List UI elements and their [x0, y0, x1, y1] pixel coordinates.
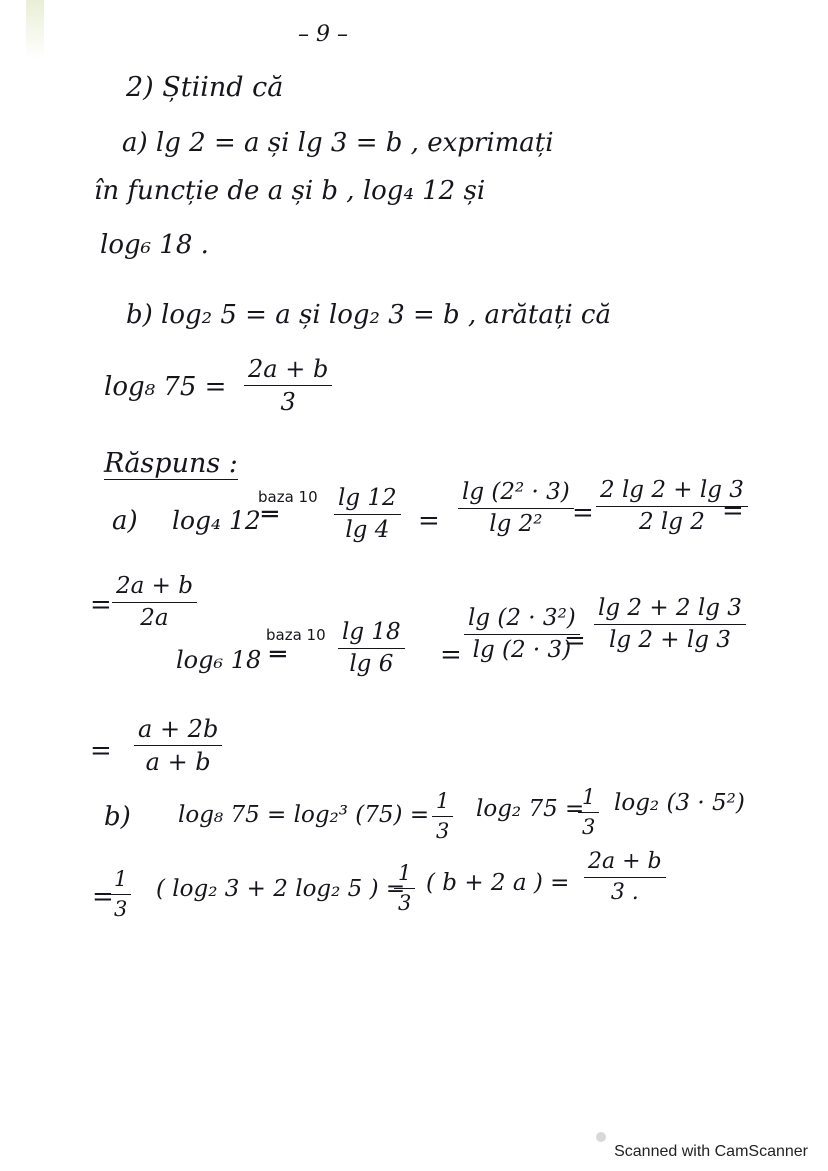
fraction-denominator: lg 4	[345, 517, 390, 544]
answer-a1-double-equals: ═	[262, 500, 278, 530]
fraction-denominator: 3	[114, 897, 128, 922]
fraction-denominator: 2 lg 2	[638, 509, 705, 536]
fraction-denominator: lg 2²	[489, 511, 543, 538]
fraction-denominator: 3	[398, 891, 412, 916]
answer-a2-lhs: log₆ 18	[176, 646, 262, 674]
fraction-denominator: 3 .	[610, 880, 639, 906]
fraction-numerator: 1	[398, 861, 412, 885]
fraction-bar	[244, 385, 332, 386]
fraction-numerator: 2a + b	[116, 573, 193, 599]
equals-sign: =	[90, 736, 112, 766]
problem-part-b-lhs: log₈ 75 =	[104, 372, 227, 402]
answer-a2-result	[134, 716, 222, 776]
fraction-bar	[112, 602, 197, 603]
fraction-bar	[458, 508, 574, 509]
fraction-denominator: 3	[280, 388, 296, 417]
fraction-bar	[432, 816, 453, 817]
answer-a1-result	[112, 574, 197, 632]
fraction-bar	[464, 634, 580, 635]
camscanner-logo-icon	[596, 1132, 606, 1142]
fraction-numerator: 2a + b	[588, 849, 662, 874]
fraction-bar	[578, 812, 599, 813]
answer-b2-result	[584, 850, 666, 905]
fraction-numerator: lg (2² · 3)	[462, 479, 570, 505]
answer-heading: Răspuns :	[104, 448, 238, 479]
fraction-bar	[134, 745, 222, 746]
answer-a1-label: a)	[112, 506, 138, 536]
fraction-numerator: lg 18	[342, 619, 401, 645]
fraction-bar	[394, 888, 415, 889]
fraction-numerator: 1	[436, 789, 450, 813]
answer-a1-fraction-2	[458, 480, 574, 538]
answer-b2-prefix: =	[92, 882, 114, 912]
answer-a2-fraction-2	[464, 606, 580, 664]
problem-part-a-line1: a) lg 2 = a și lg 3 = b , exprimați	[122, 128, 554, 158]
fraction-numerator: lg 2 + 2 lg 3	[598, 595, 742, 621]
equals-sign: =	[564, 626, 586, 656]
fraction-denominator: lg 2 + lg 3	[608, 627, 731, 654]
answer-a2-fraction-1	[338, 620, 405, 678]
answer-a1-fraction-1	[334, 486, 401, 544]
answer-b1-text-1: log₈ 75 = log₂³ (75) =	[178, 802, 430, 828]
answer-a2-double-equals: ═	[270, 640, 286, 670]
fraction-bar	[338, 648, 405, 649]
answer-b1-fraction-1	[432, 790, 453, 843]
answer-a2-fraction-3	[594, 596, 746, 654]
fraction-numerator: 2 lg 2 + lg 3	[600, 477, 744, 503]
answer-b1-fraction-2	[578, 786, 599, 839]
problem-heading: 2) Știind că	[126, 72, 284, 103]
problem-part-a-line2: în funcție de a și b , log₄ 12 și	[94, 176, 486, 206]
answer-b2-parenthesis-2: ( b + 2 a ) =	[426, 870, 570, 896]
fraction-numerator: lg (2 · 3²)	[468, 605, 576, 631]
equals-sign: =	[90, 590, 112, 620]
fraction-numerator: 1	[582, 785, 596, 809]
fraction-bar	[584, 877, 666, 878]
equals-sign: =	[418, 506, 440, 536]
fraction-numerator: lg 12	[338, 485, 397, 511]
answer-b2-fraction-2	[394, 862, 415, 915]
fraction-denominator: 2a	[140, 605, 169, 632]
fraction-numerator: 1	[114, 867, 128, 891]
fraction-denominator: 3	[436, 819, 450, 844]
answer-b1-text-2: log₂ 75 =	[476, 796, 585, 822]
fraction-denominator: lg 6	[349, 651, 394, 678]
answer-b1-text-3: log₂ (3 · 5²)	[614, 790, 745, 816]
equals-sign: =	[440, 640, 462, 670]
page-corner-shadow	[26, 0, 44, 60]
answer-b2-fraction-1	[110, 868, 131, 921]
fraction-numerator: 2a + b	[248, 355, 329, 383]
equals-sign: =	[572, 498, 594, 528]
fraction-bar	[110, 894, 131, 895]
fraction-denominator: a + b	[145, 748, 211, 777]
problem-part-b-fraction	[244, 356, 332, 416]
scanner-footer: Scanned with CamScanner	[614, 1143, 808, 1160]
answer-b2-parenthesis: ( log₂ 3 + 2 log₂ 5 ) =	[156, 876, 406, 902]
answer-a1-base-note: baza 10	[258, 488, 318, 506]
problem-part-b-line1: b) log₂ 5 = a și log₂ 3 = b , arătați că	[126, 300, 611, 330]
page-number: – 9 –	[298, 22, 348, 47]
fraction-denominator: lg (2 · 3)	[472, 637, 572, 664]
answer-a1-lhs: log₄ 12	[172, 506, 261, 535]
fraction-bar	[334, 514, 401, 515]
fraction-denominator: 3	[582, 815, 596, 840]
problem-part-a-line3: log₆ 18 .	[100, 230, 209, 260]
equals-sign: =	[722, 496, 744, 526]
fraction-numerator: a + 2b	[138, 715, 219, 743]
fraction-bar	[594, 624, 746, 625]
answer-b1-label: b)	[104, 802, 131, 832]
answer-a2-base-note: baza 10	[266, 626, 326, 644]
